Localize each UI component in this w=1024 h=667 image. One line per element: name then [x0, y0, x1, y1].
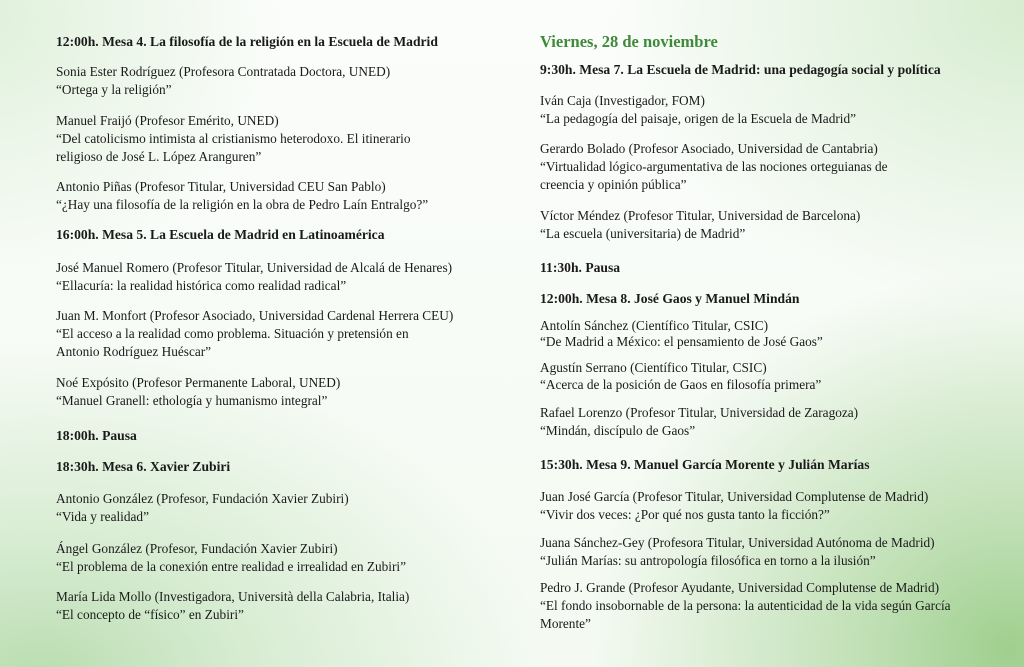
session-heading-mesa-4: 12:00h. Mesa 4. La filosofía de la religión en la Escuela de Madrid: [56, 34, 438, 49]
session-heading-mesa-5: 16:00h. Mesa 5. La Escuela de Madrid en Latinoamérica: [56, 227, 385, 242]
session-heading-mesa-8: 12:00h. Mesa 8. José Gaos y Manuel Mindán: [540, 291, 800, 306]
speaker: Antolín Sánchez (Científico Titular, CSIC): [540, 318, 769, 333]
talk-title-cont: creencia y opinión pública”: [540, 177, 687, 192]
day-heading: Viernes, 28 de noviembre: [540, 32, 718, 51]
talk-title: “Vida y realidad”: [56, 509, 149, 524]
talk-title-cont: religioso de José L. López Aranguren”: [56, 149, 262, 164]
speaker: Juana Sánchez-Gey (Profesora Titular, Universidad Autónoma de Madrid): [540, 535, 935, 550]
speaker: Antonio González (Profesor, Fundación Xavier Zubiri): [56, 491, 349, 506]
speaker: Juan José García (Profesor Titular, Universidad Complutense de Madrid): [540, 489, 929, 504]
speaker: Rafael Lorenzo (Profesor Titular, Universidad de Zaragoza): [540, 405, 859, 420]
speaker: Agustín Serrano (Científico Titular, CSIC): [540, 360, 767, 375]
talk-title: “Mindán, discípulo de Gaos”: [540, 423, 696, 438]
talk-title: “El acceso a la realidad como problema. Situación y pretensión en: [56, 326, 409, 341]
talk-title: “Manuel Granell: ethología y humanismo integral”: [56, 393, 328, 408]
talk-title: “De Madrid a México: el pensamiento de José Gaos”: [540, 334, 823, 349]
speaker: Juan M. Monfort (Profesor Asociado, Universidad Cardenal Herrera CEU): [56, 308, 454, 323]
talk-title: “Ellacuría: la realidad histórica como realidad radical”: [56, 278, 347, 293]
talk-title-cont: Antonio Rodríguez Huéscar”: [56, 344, 212, 359]
pause-heading: 18:00h. Pausa: [56, 428, 137, 443]
talk-title: “Virtualidad lógico-argumentativa de las nociones orteguianas de: [540, 159, 888, 174]
talk-title: “El problema de la conexión entre realidad e irrealidad en Zubiri”: [56, 559, 406, 574]
speaker: Antonio Piñas (Profesor Titular, Universidad CEU San Pablo): [56, 179, 386, 194]
talk-title: “Ortega y la religión”: [56, 82, 172, 97]
talk-title: “Vivir dos veces: ¿Por qué nos gusta tanto la ficción?”: [540, 507, 830, 522]
talk-title: “La pedagogía del paisaje, origen de la Escuela de Madrid”: [540, 111, 857, 126]
talk-title: “La escuela (universitaria) de Madrid”: [540, 226, 746, 241]
talk-title: “Acerca de la posición de Gaos en filosofía primera”: [540, 377, 822, 392]
session-heading-mesa-6: 18:30h. Mesa 6. Xavier Zubiri: [56, 459, 231, 474]
talk-title: “Julián Marías: su antropología filosófica en torno a la ilusión”: [540, 553, 876, 568]
speaker: Manuel Fraijó (Profesor Emérito, UNED): [56, 113, 279, 128]
talk-title: “Del catolicismo intimista al cristianismo heterodoxo. El itinerario: [56, 131, 411, 146]
speaker: Noé Expósito (Profesor Permanente Laboral, UNED): [56, 375, 341, 390]
speaker: José Manuel Romero (Profesor Titular, Universidad de Alcalá de Henares): [56, 260, 453, 275]
talk-title: “¿Hay una filosofía de la religión en la obra de Pedro Laín Entralgo?”: [56, 197, 429, 212]
session-heading-mesa-9: 15:30h. Mesa 9. Manuel García Morente y Julián Marías: [540, 457, 870, 472]
speaker: Pedro J. Grande (Profesor Ayudante, Universidad Complutense de Madrid): [540, 580, 940, 595]
talk-title: “El fondo insobornable de la persona: la autenticidad de la vida según García: [540, 598, 951, 613]
session-heading-mesa-7: 9:30h. Mesa 7. La Escuela de Madrid: una pedagogía social y política: [540, 62, 941, 77]
speaker: Sonia Ester Rodríguez (Profesora Contratada Doctora, UNED): [56, 64, 391, 79]
speaker: Ángel González (Profesor, Fundación Xavier Zubiri): [56, 541, 338, 556]
speaker: Iván Caja (Investigador, FOM): [540, 93, 705, 108]
pause-heading: 11:30h. Pausa: [540, 260, 621, 275]
talk-title-cont: Morente”: [540, 616, 591, 631]
talk-title: “El concepto de “físico” en Zubiri”: [56, 607, 244, 622]
speaker: Gerardo Bolado (Profesor Asociado, Universidad de Cantabria): [540, 141, 878, 156]
speaker: Víctor Méndez (Profesor Titular, Universidad de Barcelona): [540, 208, 861, 223]
speaker: María Lida Mollo (Investigadora, Università della Calabria, Italia): [56, 589, 410, 604]
